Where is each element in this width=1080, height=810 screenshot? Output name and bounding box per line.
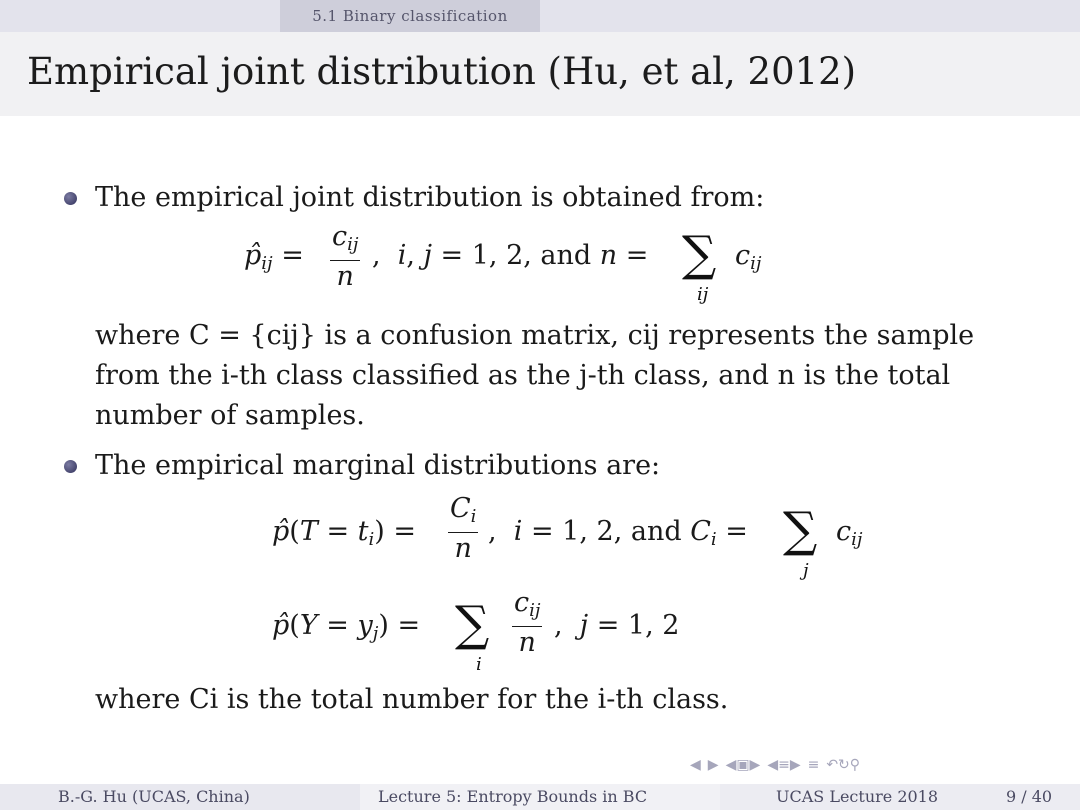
- sum-icon: ∑: [455, 596, 490, 652]
- eq1-fraction: $c_{ij}$ n: [332, 221, 359, 292]
- nav-section-icon[interactable]: ◀≡▶: [767, 757, 801, 773]
- footer-bar: [0, 784, 1080, 810]
- footer-page-number: 9 / 40: [1006, 787, 1053, 806]
- bullet-icon: [64, 192, 77, 205]
- eq2-term: $c_{ij}$: [836, 516, 863, 550]
- eq1-condition: , i, j = 1, 2, and n =: [372, 240, 649, 271]
- section-link[interactable]: 5.1 Binary classification: [280, 0, 540, 32]
- nav-align-icon[interactable]: ≡: [807, 757, 820, 773]
- eq1-term: $c_{ij}$: [735, 240, 762, 274]
- footer-venue: UCAS Lecture 2018: [776, 787, 939, 806]
- footer-venue-panel: [720, 784, 1080, 810]
- eq3-lhs: p̂(Y = $y_j$) =: [272, 610, 421, 644]
- eq3-condition: , j = 1, 2: [554, 610, 680, 641]
- footer-author: B.-G. Hu (UCAS, China): [58, 787, 250, 806]
- eq2-lhs: p̂(T = $t_i$) =: [272, 516, 417, 550]
- sum-icon: ∑: [682, 226, 717, 282]
- navigation-symbols: [690, 757, 860, 779]
- bullet1-where-line2: from the i-th class classified as the j-th class, and n is the total: [95, 360, 951, 391]
- sum-icon: ∑: [783, 502, 818, 558]
- footer-lecture-panel: [360, 784, 720, 810]
- eq1-lhs: $p̂_{ij}$ =: [244, 240, 304, 274]
- eq3-sum-index: i: [476, 654, 482, 675]
- eq2-fraction: $C_i$ n: [450, 493, 477, 564]
- slide-title: Empirical joint distribution (Hu, et al, 2012): [27, 50, 857, 93]
- top-navigation-bar: [0, 0, 1080, 32]
- bullet1-where-line1: where C = {cij} is a confusion matrix, cij represents the sample: [95, 320, 975, 351]
- bullet1-intro: The empirical joint distribution is obtained from:: [95, 182, 765, 213]
- bullet1-where-line3: number of samples.: [95, 400, 365, 431]
- eq2-sum-index: j: [803, 560, 809, 581]
- footer-author-panel: [0, 784, 360, 810]
- nav-frame-right-icon[interactable]: ▶: [707, 757, 719, 773]
- nav-frame-left-icon[interactable]: ◀: [690, 757, 701, 773]
- nav-search-icon[interactable]: ↶↻⚲: [826, 757, 861, 773]
- bullet2-intro: The empirical marginal distributions are:: [95, 450, 661, 481]
- bullet2-where: where Ci is the total number for the i-th class.: [95, 684, 729, 715]
- eq3-fraction: $c_{ij}$ n: [514, 587, 541, 658]
- title-bar: [0, 32, 1080, 116]
- bullet-icon: [64, 460, 77, 473]
- footer-lecture: Lecture 5: Entropy Bounds in BC: [378, 787, 648, 806]
- eq1-sum-index: ij: [697, 284, 709, 305]
- eq2-condition: , i = 1, 2, and $C_i$ =: [488, 516, 748, 550]
- nav-subsection-icon[interactable]: ◀▣▶: [725, 757, 761, 773]
